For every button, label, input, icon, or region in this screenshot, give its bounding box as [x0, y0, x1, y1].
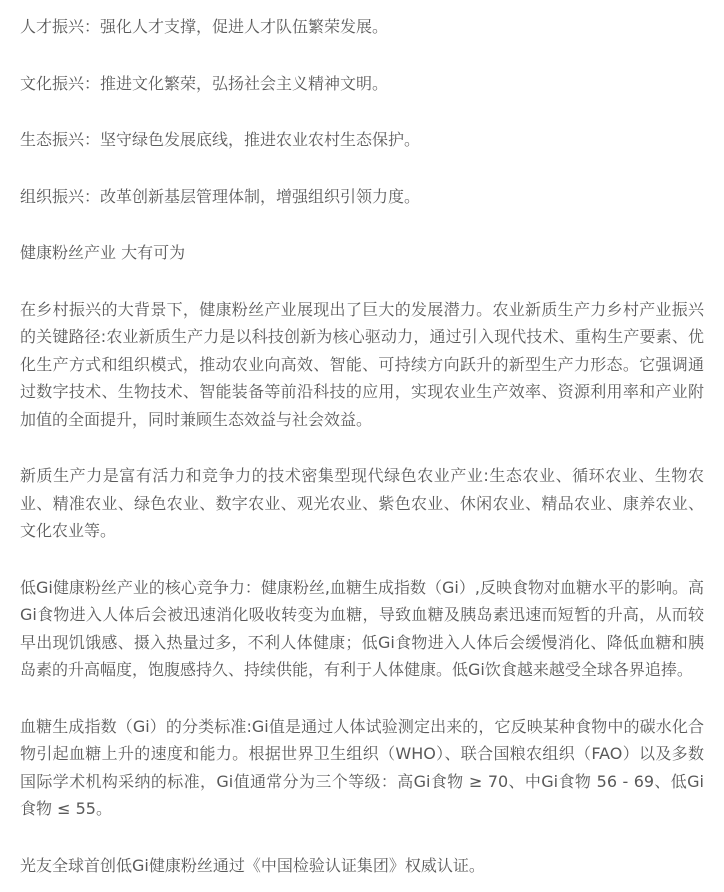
paragraph-low-gi-core-competitiveness: 低Gi健康粉丝产业的核心竞争力：健康粉丝,血糖生成指数（Gi）,反映食物对血糖水平的影响。高Gi食物进入人体后会被迅速消化吸收转变为血糖，导致血糖及胰岛素迅速而短暂的升高，从而较早出现饥饿感、摄入热量过多，不利人体健康；低Gi食物进入人体后会缓慢消化、降低血糖和胰岛素的升高幅度，饱腹感持久、持续供能，有利于人体健康。低Gi饮食越来越受全球各界追捧。: [20, 577, 704, 679]
paragraph-organization-revitalization: 组织振兴：改革创新基层管理体制，增强组织引领力度。: [20, 186, 421, 206]
paragraph-certification: 光友全球首创低Gi健康粉丝通过《中国检验认证集团》权威认证。: [20, 855, 485, 875]
section-title-healthy-vermicelli: 健康粉丝产业 大有可为: [20, 243, 186, 262]
paragraph-rural-revitalization-background: 在乡村振兴的大背景下，健康粉丝产业展现出了巨大的发展潜力。农业新质生产力乡村产业振兴的关键路径:农业新质生产力是以科技创新为核心驱动力，通过引入现代技术、重构生产要素、优化生产方式和组织模式，推动农业向高效、智能、可持续方向跃升的新型生产力形态。它强调通过数字技术、生物技术、智能装备等前沿科技的应用，实现农业生产效率、资源利用率和产业附加值的全面提升，同时兼顾生态效益与社会效益。: [20, 299, 704, 429]
paragraph-culture-revitalization: 文化振兴：推进文化繁荣，弘扬社会主义精神文明。: [20, 73, 389, 93]
paragraph-ecology-revitalization: 生态振兴：坚守绿色发展底线，推进农业农村生态保护。: [20, 130, 421, 149]
paragraph-new-productive-forces: 新质生产力是富有活力和竞争力的技术密集型现代绿色农业产业:生态农业、循环农业、生物农业、精准农业、绿色农业、数字农业、观光农业、紫色农业、休闲农业、精品农业、康养农业、文化农业等。: [20, 466, 704, 540]
paragraph-talent-revitalization: 人才振兴：强化人才支撑，促进人才队伍繁荣发展。: [20, 17, 389, 36]
paragraph-gi-classification-standard: 血糖生成指数（Gi）的分类标准:Gi值是通过人体试验测定出来的，它反映某种食物中的碳水化合物引起血糖上升的速度和能力。根据世界卫生组织（WHO）、联合国粮农组织（FAO）以及多数国际学术机构采纳的标准，Gi值通常分为三个等级：高Gi食物 ≥ 70、中Gi食物 56 - 69、低Gi食物 ≤ 55。: [20, 716, 704, 818]
